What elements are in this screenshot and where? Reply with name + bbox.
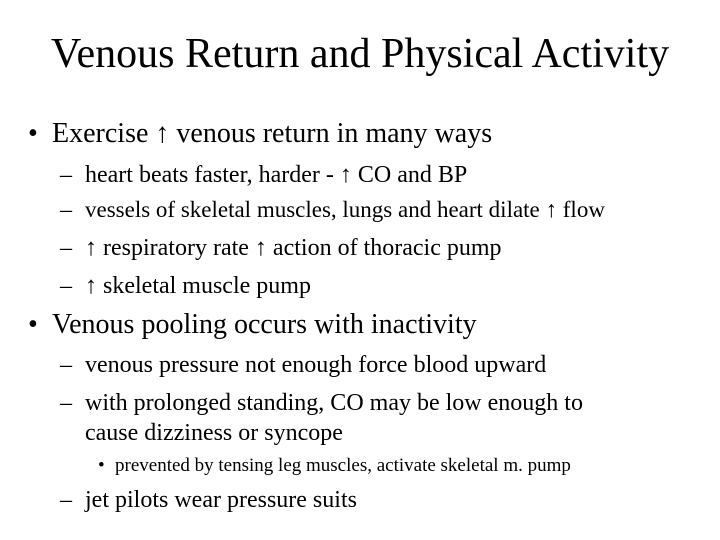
sub-item-text: jet pilots wear pressure suits [85, 487, 357, 513]
bullet-text: Exercise ↑ venous return in many ways [52, 118, 493, 149]
dash-marker: – [60, 390, 72, 416]
dash-marker: – [60, 235, 72, 261]
dash-marker: – [60, 162, 72, 188]
sub-item-text: with prolonged standing, CO may be low enough to [85, 390, 583, 416]
slide-title: Venous Return and Physical Activity [50, 31, 670, 77]
sub-item-text: heart beats faster, harder - ↑ CO and BP [85, 162, 468, 188]
sub-item-text: ↑ respiratory rate ↑ action of thoracic pump [85, 235, 502, 261]
sub-item-text: venous pressure not enough force blood upward [85, 352, 547, 378]
dash-marker: – [60, 487, 72, 513]
bullet-marker: • [98, 455, 105, 476]
bullet-marker: • [28, 118, 38, 149]
sub-item-continuation-text: cause dizziness or syncope [85, 420, 343, 446]
bullet-marker: • [28, 309, 38, 340]
sub-item-text: vessels of skeletal muscles, lungs and heart dilate ↑ flow [85, 197, 605, 222]
bullet-text: Venous pooling occurs with inactivity [52, 309, 477, 340]
dash-marker: – [60, 197, 72, 223]
sub-item-text: ↑ skeletal muscle pump [85, 273, 311, 299]
sub-sub-item-text: prevented by tensing leg muscles, activate skeletal m. pump [115, 455, 571, 476]
dash-marker: – [60, 273, 72, 299]
dash-marker: – [60, 352, 72, 378]
